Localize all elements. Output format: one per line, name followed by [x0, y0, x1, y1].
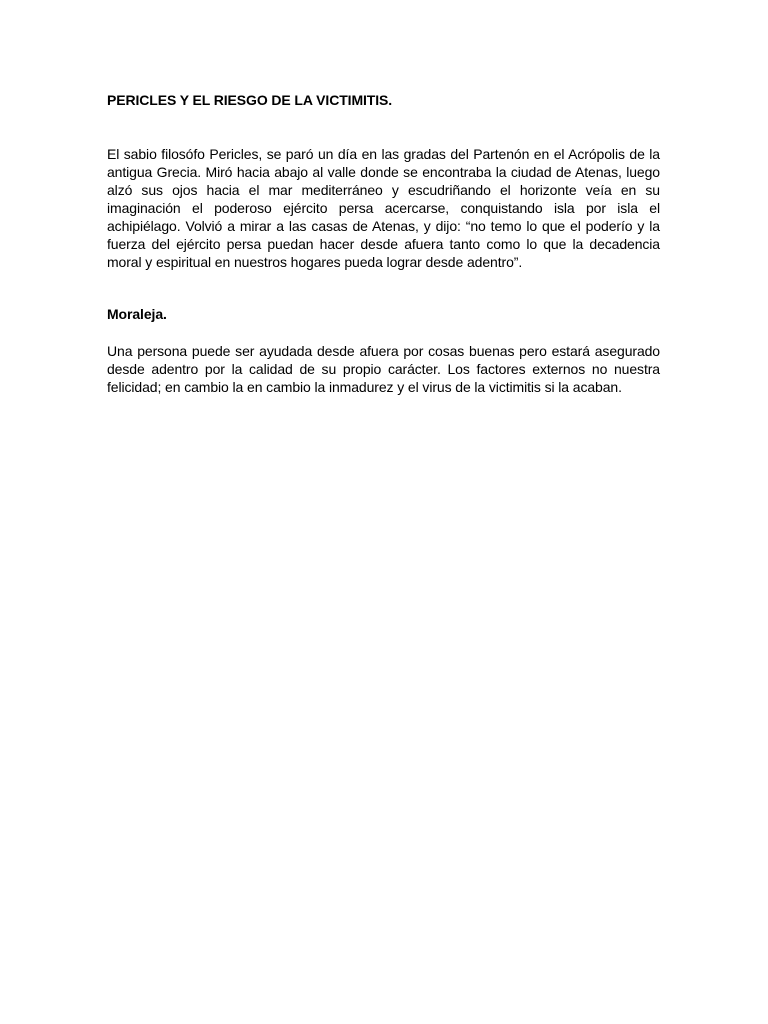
document-title: PERICLES Y EL RIESGO DE LA VICTIMITIS. [107, 92, 393, 108]
moral-paragraph: Una persona puede ser ayudada desde afuera por cosas buenas pero estará asegurado desde adentro por la calidad de su propio carácter. Los factores externos no nuestra felicidad; en cambio la en cambio la inmadurez y el virus de la victimitis si la acaban. [107, 343, 660, 395]
moral-heading: Moraleja. [107, 306, 167, 322]
story-paragraph: El sabio filosófo Pericles, se paró un día en las gradas del Partenón en el Acrópolis de la antigua Grecia. Miró hacia abajo al valle donde se encontraba la ciudad de Atenas, luego alzó sus ojos hacia el mar mediterráneo y escudriñando el horizonte veía en su imaginación el poderoso ejército persa acercarse, conquistando isla por isla el achipiélago. Volvió a mirar a las casas de Atenas, y dijo: “no temo lo que el poderío y la fuerza del ejército persa puedan hacer desde afuera tanto como lo que la decadencia moral y espiritual en nuestros hogares pueda lograr desde adentro”. [107, 146, 660, 270]
